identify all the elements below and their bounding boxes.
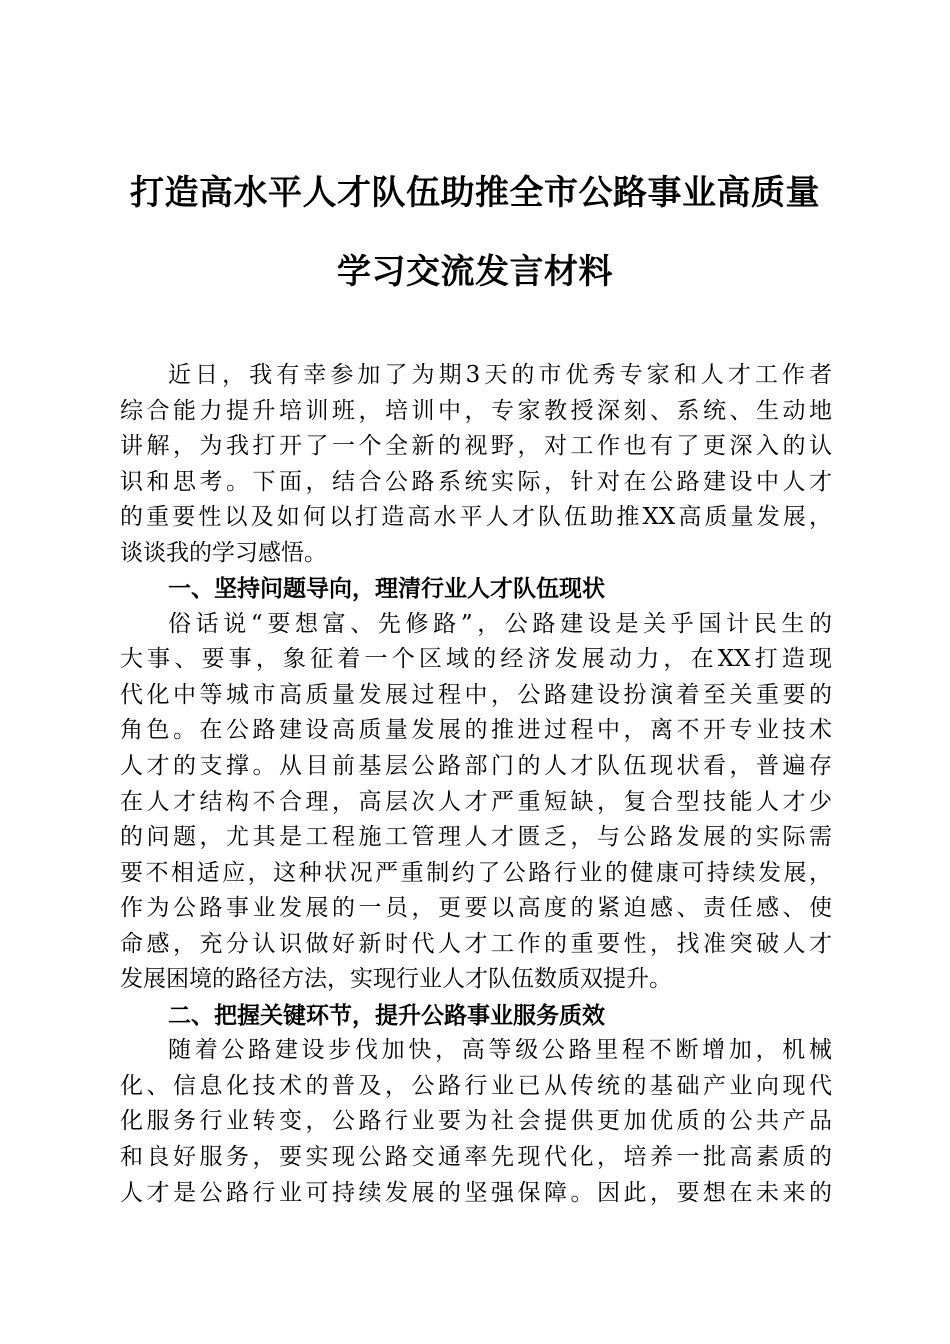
paragraph-line: 在人才结构不合理，高层次人才严重短缺，复合型技能人才少 xyxy=(120,788,832,815)
paragraph-line: 大事、要事，象征着一个区域的经济发展动力，在XX打造现 xyxy=(120,646,832,673)
paragraph-line: 近日，我有幸参加了为期3天的市优秀专家和人才工作者 xyxy=(168,362,832,388)
paragraph-line: 化服务行业转变，公路行业要为社会提供更加优质的公共产品 xyxy=(120,1108,832,1135)
paragraph-line: 化、信息化技术的普及，公路行业已从传统的基础产业向现代 xyxy=(120,1072,832,1099)
paragraph-line: 人才的支撑。从目前基层公路部门的人才队伍现状看，普遍存 xyxy=(120,753,832,780)
paragraph-line: 俗话说“要想富、先修路”，公路建设是关乎国计民生的 xyxy=(168,610,832,637)
paragraph-line: 的重要性以及如何以打造高水平人才队伍助推XX高质量发展， xyxy=(120,504,832,531)
paragraph-line: 作为公路事业发展的一员，更要以高度的紧迫感、责任感、使 xyxy=(120,895,832,922)
document-body xyxy=(120,358,832,1211)
paragraph-line: 随着公路建设步伐加快，高等级公路里程不断增加，机械 xyxy=(168,1037,832,1064)
paragraph-line: 的问题，尤其是工程施工管理人才匮乏，与公路发展的实际需 xyxy=(120,824,832,851)
document-title: 打造高水平人才队伍助推全市公路事业高质量 xyxy=(130,173,820,213)
paragraph-line: 发展困境的路径方法，实现行业人才队伍数质双提升。 xyxy=(120,966,672,993)
section-heading: 二、把握关键环节，提升公路事业服务质效 xyxy=(168,1001,605,1029)
paragraph-line: 命感，充分认识做好新时代人才工作的重要性，找准突破人才 xyxy=(120,930,832,957)
paragraph-line: 讲解，为我打开了一个全新的视野，对工作也有了更深入的认 xyxy=(120,433,832,460)
paragraph-line: 谈谈我的学习感悟。 xyxy=(120,539,327,566)
paragraph-line: 识和思考。下面，结合公路系统实际，针对在公路建设中人才 xyxy=(120,468,832,495)
paragraph-line: 要不相适应，这种状况严重制约了公路行业的健康可持续发展， xyxy=(120,859,832,886)
paragraph-line: 代化中等城市高质量发展过程中，公路建设扮演着至关重要的 xyxy=(120,681,832,708)
paragraph-line: 人才是公路行业可持续发展的坚强保障。因此，要想在未来的 xyxy=(120,1179,832,1206)
section-heading: 一、坚持问题导向，理清行业人才队伍现状 xyxy=(168,575,605,603)
paragraph-line: 和良好服务，要实现公路交通率先现代化，培养一批高素质的 xyxy=(120,1144,832,1171)
paragraph-line: 综合能力提升培训班，培训中，专家教授深刻、系统、生动地 xyxy=(120,397,832,424)
document-subtitle: 学习交流发言材料 xyxy=(337,252,613,292)
paragraph-line: 角色。在公路建设高质量发展的推进过程中，离不开专业技术 xyxy=(120,717,832,744)
